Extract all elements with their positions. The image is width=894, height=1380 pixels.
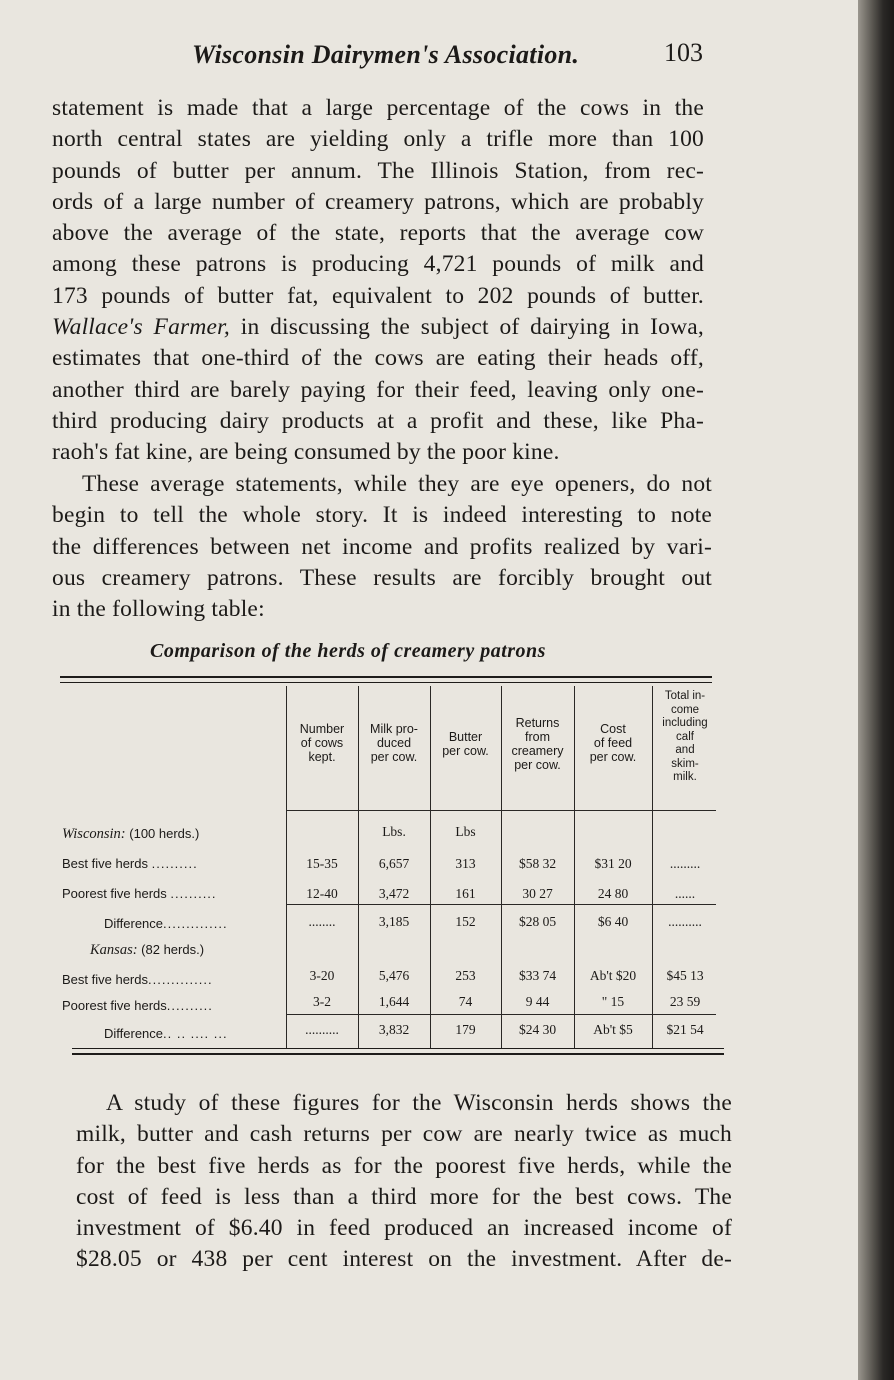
paragraph-3 xyxy=(76,1088,732,1276)
table-cell: $6 40 xyxy=(597,914,629,929)
text-line: among these patrons is producing 4,721 pounds of milk and xyxy=(52,251,704,278)
row-label-difference: Difference.............. xyxy=(104,916,228,931)
row-label: Poorest five herds.......... xyxy=(62,998,213,1013)
table-cell: 3-2 xyxy=(313,994,331,1009)
table-cell: 1,644 xyxy=(378,994,410,1009)
table-cell: .......... xyxy=(668,914,702,929)
table-cell: 3-20 xyxy=(309,968,335,983)
table-cell: 152 xyxy=(455,914,476,929)
table-cell: 313 xyxy=(455,856,476,871)
page-number: 103 xyxy=(664,38,703,67)
table-cell: $58 32 xyxy=(518,856,557,871)
paragraph-2 xyxy=(52,469,712,625)
table-cell: 12-40 xyxy=(306,886,338,901)
row-label: Poorest five herds .......... xyxy=(62,886,217,901)
table-cell: 23 59 xyxy=(669,994,701,1009)
table-cell: $31 20 xyxy=(594,856,632,871)
section-label-kansas: Kansas: (82 herds.) xyxy=(90,942,205,958)
table-bottom-rule xyxy=(72,1053,724,1055)
text-line-with-citation xyxy=(52,312,704,343)
table-top-rule xyxy=(60,676,712,678)
col-header-cows: Number of cows kept. xyxy=(299,722,345,764)
table-top-rule-thin xyxy=(60,682,712,683)
text-line: another third are barely paying for their feed, leaving only one- xyxy=(52,376,704,403)
table-bottom-rule-thin xyxy=(72,1048,724,1049)
text-fragment: in discussing the subject of dairying in Iowa, xyxy=(240,314,704,341)
table-cell: 161 xyxy=(455,886,476,901)
text-line: estimates that one-third of the cows are eating their heads off, xyxy=(52,345,704,372)
text-line: milk, butter and cash returns per cow are nearly twice as much xyxy=(76,1121,732,1148)
header-bottom-rule xyxy=(286,810,716,811)
book-spine-shadow xyxy=(858,0,894,1380)
page-header xyxy=(0,38,858,78)
table-cell: ......... xyxy=(669,856,701,871)
text-line: third producing dairy products at a profit and these, like Pha- xyxy=(52,407,704,434)
text-line: ords of a large number of creamery patrons, which are probably xyxy=(52,188,704,215)
text-line: north central states are yielding only a trifle more than 100 xyxy=(52,126,704,153)
row-label-difference: Difference.. .. .... ... xyxy=(104,1026,228,1041)
col-header-total-income: Total in- come including calf and skim- milk. xyxy=(662,690,708,783)
table-cell: 74 xyxy=(458,994,473,1009)
table-caption: Comparison of the herds of creamery patrons xyxy=(150,640,546,662)
text-line: A study of these figures for the Wisconsin herds shows the xyxy=(106,1090,732,1116)
table-cell: Ab't $5 xyxy=(593,1022,633,1037)
table-cell: 24 80 xyxy=(597,886,629,901)
text-line: statement is made that a large percentage of the cows in the xyxy=(52,95,704,121)
table-cell: $33 74 xyxy=(518,968,557,983)
table-cell: 3,185 xyxy=(378,914,410,929)
col-header-milk: Milk pro- duced per cow. xyxy=(370,722,418,764)
text-line: the differences between net income and profits realized by vari- xyxy=(52,533,712,560)
text-line: ous creamery patrons. These results are forcibly brought out xyxy=(52,564,712,591)
unit-milk: Lbs. xyxy=(382,824,406,839)
table-cell: 179 xyxy=(455,1022,476,1037)
paragraph-1 xyxy=(52,93,704,469)
subtotal-rule xyxy=(286,904,716,905)
col-header-returns: Returns from creamery per cow. xyxy=(511,716,564,772)
row-label: Best five herds.............. xyxy=(62,972,213,987)
text-line: These average statements, while they are eye openers, do not xyxy=(82,471,712,497)
table-cell: $45 13 xyxy=(666,968,704,983)
text-line: cost of feed is less than a third more for the best cows. The xyxy=(76,1183,732,1210)
table-cell: 30 27 xyxy=(522,886,553,901)
table-cell: 3,472 xyxy=(378,886,410,901)
section-label-wisconsin: Wisconsin: (100 herds.) xyxy=(62,826,200,842)
table-cell: Ab't $20 xyxy=(589,968,637,983)
table-cell: $21 54 xyxy=(666,1022,704,1037)
citation-wallaces-farmer: Wallace's Farmer, xyxy=(52,314,230,341)
table-cell: " 15 xyxy=(601,994,625,1009)
text-line: pounds of butter per annum. The Illinois Station, from rec- xyxy=(52,157,704,184)
text-line: 173 pounds of butter fat, equivalent to 202 pounds of butter. xyxy=(52,282,704,309)
table-cell: 3,832 xyxy=(378,1022,410,1037)
table-cell: $24 30 xyxy=(518,1022,557,1037)
running-title: Wisconsin Dairymen's Association. xyxy=(192,40,580,69)
col-header-butter: Butter per cow. xyxy=(442,730,489,758)
table-cell: 15-35 xyxy=(306,856,338,871)
text-line: raoh's fat kine, are being consumed by the poor kine. xyxy=(52,439,560,466)
table-cell: 9 44 xyxy=(525,994,550,1009)
table-cell: 5,476 xyxy=(378,968,410,983)
table-cell: 253 xyxy=(455,968,476,983)
table-cell: ...... xyxy=(674,886,696,901)
col-header-feed-cost: Cost of feed per cow. xyxy=(589,722,637,764)
table-cell: ........ xyxy=(308,914,336,929)
table-cell: .......... xyxy=(305,1022,339,1037)
text-line: above the average of the state, reports that the average cow xyxy=(52,220,704,247)
text-line: for the best five herds as for the poorest five herds, while the xyxy=(76,1152,732,1179)
row-label: Best five herds .......... xyxy=(62,856,198,871)
text-line: investment of $6.40 in feed produced an increased income of xyxy=(76,1215,732,1242)
unit-butter: Lbs xyxy=(455,824,476,839)
subtotal-rule xyxy=(286,1014,716,1015)
text-line: in the following table: xyxy=(52,596,265,623)
table-cell: 6,657 xyxy=(378,856,410,871)
text-line: $28.05 or 438 per cent interest on the investment. After de- xyxy=(76,1246,732,1273)
table-cell: $28 05 xyxy=(518,914,557,929)
text-line: begin to tell the whole story. It is indeed interesting to note xyxy=(52,502,712,529)
